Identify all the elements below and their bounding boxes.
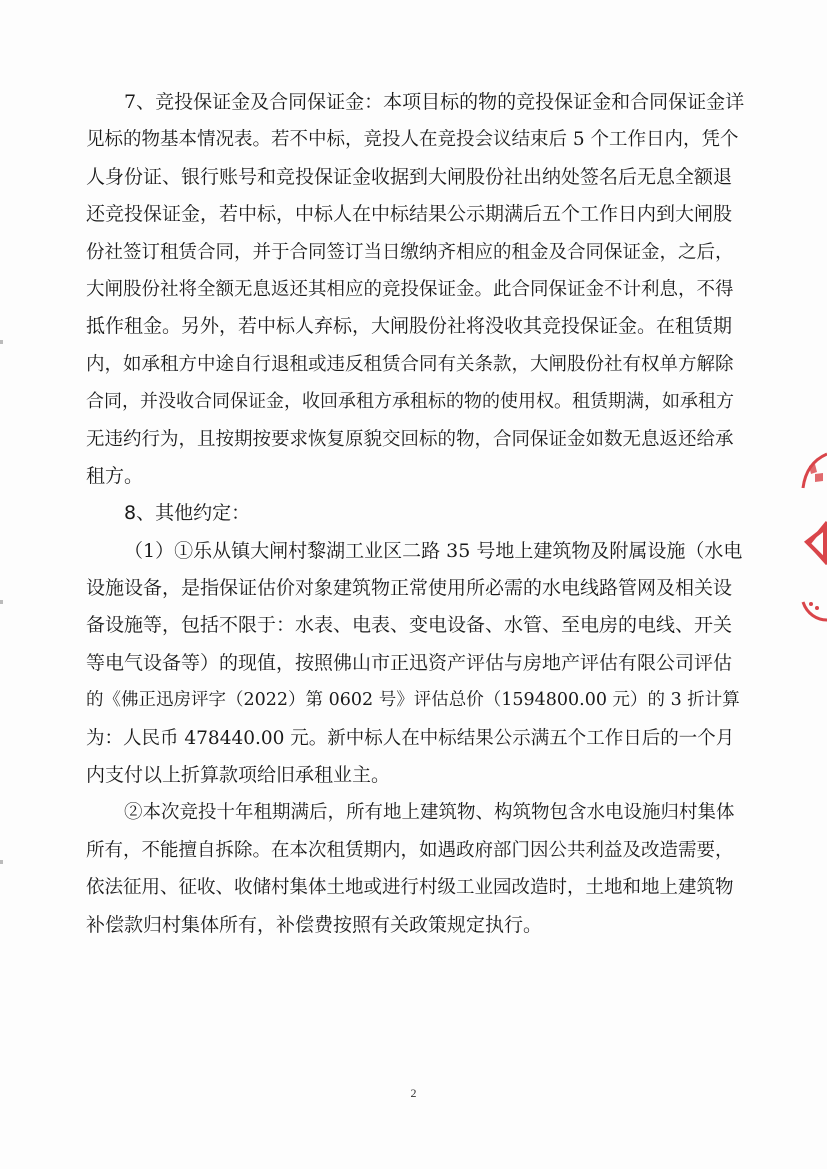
clause-1-line: 等电气设备等）的现值，按照佛山市正迅资产评估与房地产评估有限公司评估 xyxy=(86,651,733,674)
scan-margin-mark xyxy=(0,600,3,604)
clause-1-line: 的《佛正迅房评字（2022）第 0602 号》评估总价（1594800.00 元）的 3 折计算 xyxy=(86,690,740,711)
paragraph-7-line: 内，如承租方中途自行退租或违反租赁合同有关条款，大闸股份社有权单方解除 xyxy=(86,353,734,375)
scan-margin-mark xyxy=(0,340,3,344)
clause-2-line: 所有，不能擅自拆除。在本次租赁期内，如遇政府部门因公共利益及改造需要， xyxy=(86,839,734,861)
clause-1-line: 内支付以上折算款项给旧承租业主。 xyxy=(86,764,391,787)
clause-2-line: ②本次竞投十年租期满后，所有地上建筑物、构筑物包含水电设施归村集体 xyxy=(124,802,735,824)
paragraph-7-line: 租方。 xyxy=(86,464,144,487)
paragraph-7-line: 份社签订租赁合同，并于合同签订当日缴纳齐相应的租金及合同保证金，之后， xyxy=(86,241,734,263)
paragraph-7-line: 大闸股份社将全额无息返还其相应的竞投保证金。此合同保证金不计利息，不得 xyxy=(86,278,734,300)
clause-2-line: 补偿款归村集体所有，补偿费按照有关政策规定执行。 xyxy=(86,913,543,936)
section-8-heading: 8、其他约定： xyxy=(124,502,251,525)
clause-2-line: 依法征用、征收、收储村集体土地或进行村级工业园改造时，土地和地上建筑物 xyxy=(86,877,734,899)
page-number: 2 xyxy=(410,1086,417,1100)
scan-margin-mark xyxy=(0,860,3,864)
seal-stamp-icon xyxy=(795,452,827,622)
seal-stamp-fragment xyxy=(795,452,827,622)
clause-1-line: 备设施等，包括不限于：水表、电表、变电设备、水管、至电房的电线、开关 xyxy=(86,614,733,637)
paragraph-7-line: 无违约行为，且按期按要求恢复原貌交回标的物，合同保证金如数无息返还给承 xyxy=(86,428,734,450)
paragraph-7-line: 合同，并没收合同保证金，收回承租方承租标的物的使用权。租赁期满，如承租方 xyxy=(86,391,734,413)
paragraph-7-line: 人身份证、银行账号和竞投保证金收据到大闸股份社出纳处签名后无息全额退 xyxy=(86,165,733,188)
paragraph-7-line: 还竞投保证金，若中标，中标人在中标结果公示期满后五个工作日内到大闸股 xyxy=(86,203,733,226)
clause-1-line: （1）①乐从镇大闸村黎湖工业区二路 35 号地上建筑物及附属设施（水电 xyxy=(124,539,743,562)
paragraph-7-line: 抵作租金。另外，若中标人弃标，大闸股份社将没收其竞投保证金。在租赁期 xyxy=(86,315,733,338)
paragraph-7-line: 见标的物基本情况表。若不中标，竞投人在竞投会议结束后 5 个工作日内，凭个 xyxy=(86,129,739,151)
document-body xyxy=(86,84,746,944)
paragraph-7-line: 7、竞投保证金及合同保证金：本项目标的物的竞投保证金和合同保证金详 xyxy=(124,91,745,113)
clause-1-line: 设施设备，是指保证估价对象建筑物正常使用所必需的水电线路管网及相关设 xyxy=(86,577,733,600)
clause-1-line: 为：人民币 478440.00 元。新中标人在中标结果公示满五个工作日后的一个月 xyxy=(86,727,735,749)
